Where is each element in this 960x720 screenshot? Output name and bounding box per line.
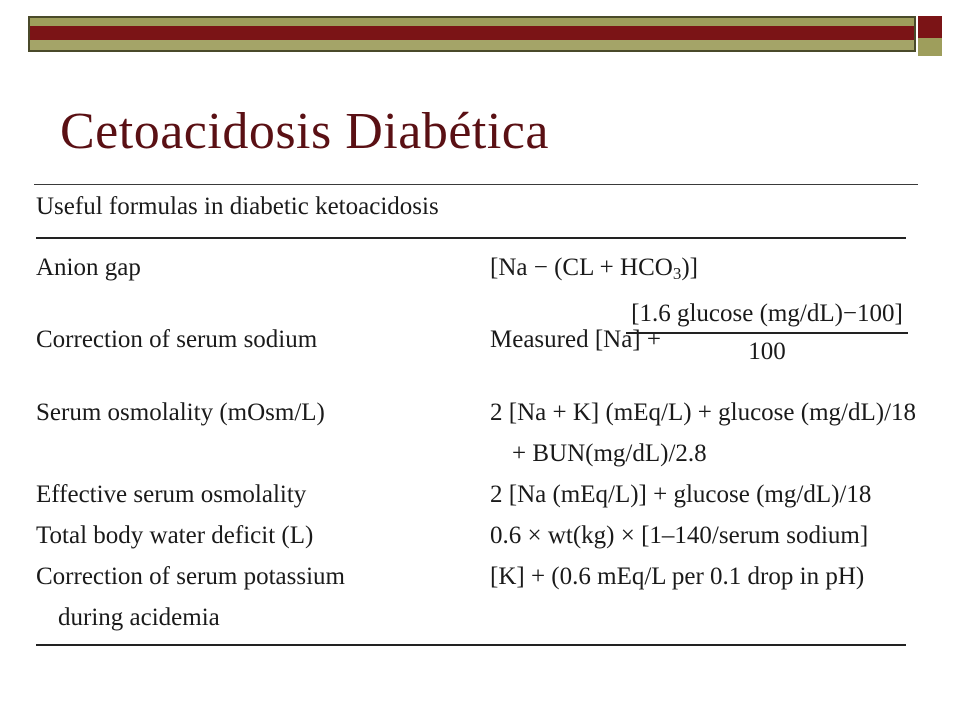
- row-label-serum-sodium-correction: Correction of serum sodium: [36, 326, 318, 353]
- row-label-anion-gap: Anion gap: [36, 254, 141, 281]
- row-label-potassium-correction-line1: Correction of serum potassium: [36, 563, 345, 590]
- top-bar-olive-stripe: [30, 40, 914, 50]
- row-label-serum-osmolality: Serum osmolality (mOsm/L): [36, 399, 325, 426]
- fraction-denominator: 100: [748, 338, 786, 365]
- formula-serum-osmolality-line2: + BUN(mg/dL)/2.8: [512, 440, 707, 467]
- formula-serum-osmolality-line1: 2 [Na + K] (mEq/L) + glucose (mg/dL)/18: [490, 399, 917, 426]
- table-bottom-rule: [36, 644, 906, 646]
- row-label-potassium-correction-line2: during acidemia: [58, 604, 220, 631]
- decorative-top-bar: [28, 16, 916, 52]
- formula-fraction-sodium: [626, 300, 908, 366]
- row-label-effective-osmolality: Effective serum osmolality: [36, 481, 307, 508]
- fraction-numerator: [1.6 glucose (mg/dL)−100]: [626, 300, 908, 334]
- slide-title: Cetoacidosis Diabética: [60, 103, 549, 160]
- formula-effective-osmolality: 2 [Na (mEq/L)] + glucose (mg/dL)/18: [490, 481, 872, 508]
- corner-olive-square: [918, 38, 942, 56]
- table-top-rule: [36, 237, 906, 239]
- row-label-water-deficit: Total body water deficit (L): [36, 522, 314, 549]
- formula-lead-measured-na: Measured [Na] +: [490, 326, 661, 353]
- top-bar-maroon-stripe: [30, 26, 914, 40]
- formula-potassium-correction: [K] + (0.6 mEq/L per 0.1 drop in pH): [490, 563, 865, 590]
- table-caption: Useful formulas in diabetic ketoacidosis: [36, 193, 439, 220]
- formula-water-deficit: 0.6 × wt(kg) × [1–140/serum sodium]: [490, 522, 869, 549]
- formula-anion-gap: $[Na - (CL + HCO_3)]$: [490, 254, 698, 283]
- corner-maroon-square: [918, 16, 942, 38]
- title-divider: [34, 184, 918, 185]
- decorative-corner-block: [918, 16, 942, 56]
